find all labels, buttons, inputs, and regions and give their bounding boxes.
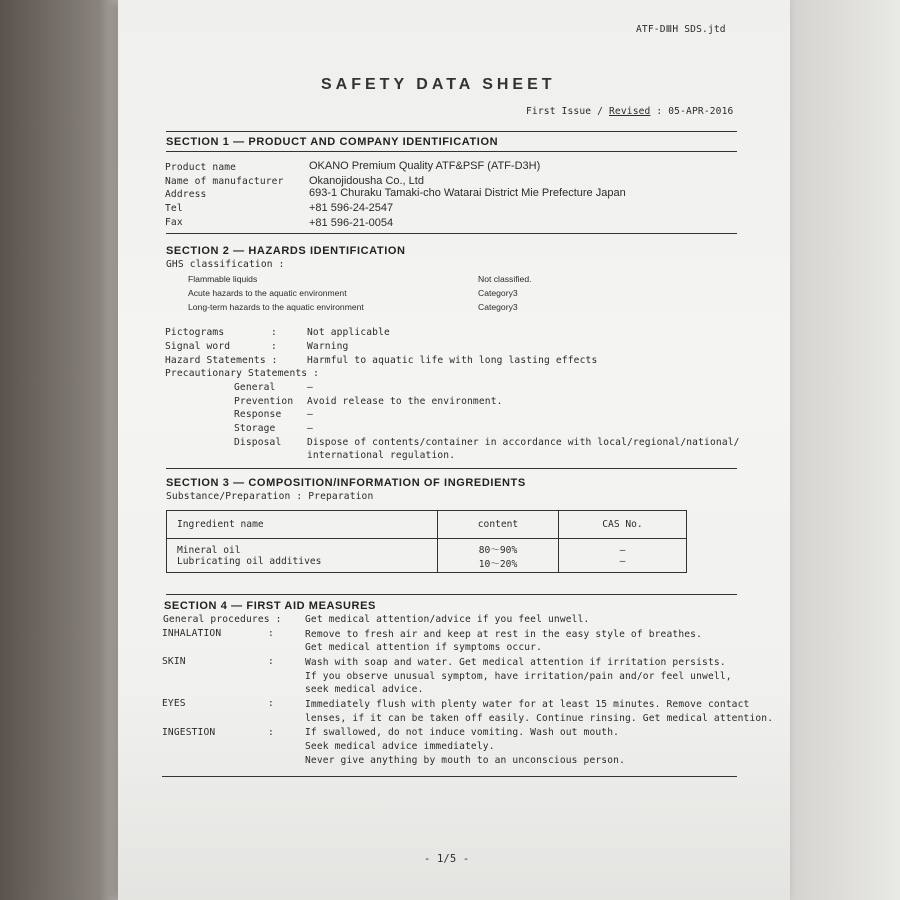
page-number: - 1/5 - <box>424 853 470 865</box>
section3-heading: SECTION 3 — COMPOSITION/INFORMATION OF INGREDIENTS <box>166 477 526 489</box>
product-name-value: OKANO Premium Quality ATF&PSF (ATF-D3H) <box>309 160 541 172</box>
precaution-value: — <box>307 423 313 434</box>
first-aid-label: SKIN <box>162 656 186 667</box>
document-page <box>118 0 790 900</box>
section4-heading: SECTION 4 — FIRST AID MEASURES <box>164 600 376 612</box>
precaution-value-cont: international regulation. <box>307 450 456 461</box>
ingredient-cas-numbers <box>559 539 687 573</box>
tel-value: +81 596-24-2547 <box>309 202 394 214</box>
issue-date: : 05-APR-2016 <box>656 106 734 117</box>
precautionary-label: Precautionary Statements : <box>165 368 320 379</box>
hazard-statements-value: Harmful to aquatic life with long lasting effects <box>307 355 598 366</box>
divider <box>166 151 737 152</box>
precaution-value: Avoid release to the environment. <box>307 396 503 407</box>
hazard-name: Acute hazards to the aquatic environment <box>188 288 347 298</box>
signal-word-value: Warning <box>307 341 349 352</box>
first-aid-label: INHALATION <box>162 628 222 639</box>
field-label: Name of manufacturer <box>165 176 284 187</box>
divider <box>166 594 737 595</box>
file-reference: ATF-DⅢH SDS.jtd <box>636 24 726 35</box>
issue-revised: Revised <box>608 106 651 117</box>
desk-surface <box>786 0 900 900</box>
section2-heading: SECTION 2 — HAZARDS IDENTIFICATION <box>166 245 406 257</box>
table-header: CAS No. <box>559 511 687 539</box>
first-aid-text: lenses, if it can be taken off easily. Continue rinsing. Get medical attention. <box>305 713 774 724</box>
first-aid-text: Never give anything by mouth to an unconscious person. <box>305 755 625 766</box>
hazard-name: Long-term hazards to the aquatic environment <box>188 302 364 312</box>
first-aid-text: Immediately flush with plenty water for at least 15 minutes. Remove contact <box>305 699 750 710</box>
table-header: Ingredient name <box>167 511 438 539</box>
field-label: Fax <box>165 217 183 228</box>
divider <box>166 233 737 234</box>
divider <box>166 131 737 132</box>
issue-line <box>526 106 733 117</box>
ingredient-names <box>167 539 438 573</box>
fax-value: +81 596-21-0054 <box>309 217 394 229</box>
first-aid-text: Get medical attention if symptoms occur. <box>305 642 543 653</box>
first-aid-label: INGESTION <box>162 727 216 738</box>
table-header-row <box>167 511 687 539</box>
field-label: Product name <box>165 162 237 173</box>
field-label: Address <box>165 189 207 200</box>
first-aid-text: If swallowed, do not induce vomiting. Wash out mouth. <box>305 727 620 738</box>
precaution-value: — <box>307 409 313 420</box>
colon: : <box>268 656 274 667</box>
hazard-statements-label: Hazard Statements : <box>165 355 278 366</box>
ingredient-cas: — <box>619 544 626 556</box>
hazard-class: Not classified. <box>478 274 532 284</box>
precaution-value: Dispose of contents/container in accordance with local/regional/national/ <box>307 437 740 448</box>
ingredient-content: 80〜90% <box>478 544 518 556</box>
section1-heading: SECTION 1 — PRODUCT AND COMPANY IDENTIFICATION <box>166 136 499 148</box>
document-title: SAFETY DATA SHEET <box>321 76 556 93</box>
address-value: 693-1 Churaku Tamaki-cho Watarai District Mie Prefecture Japan <box>309 187 626 199</box>
pictograms-value: Not applicable <box>307 327 390 338</box>
hazard-class: Category3 <box>478 288 518 298</box>
hazard-class: Category3 <box>478 302 518 312</box>
colon: : <box>268 727 274 738</box>
field-label: Tel <box>165 203 183 214</box>
substance-line: Substance/Preparation : Preparation <box>166 491 374 502</box>
precaution-label: General <box>234 382 276 393</box>
first-aid-text: Seek medical advice immediately. <box>305 741 495 752</box>
ingredients-table <box>166 510 687 573</box>
table-row <box>167 539 687 573</box>
precaution-label: Disposal <box>234 437 282 448</box>
colon: : <box>268 628 274 639</box>
ingredient-name: Lubricating oil additives <box>177 555 322 567</box>
colon: : <box>268 698 274 709</box>
signal-word-label: Signal word <box>165 341 231 352</box>
ingredient-contents <box>438 539 559 573</box>
first-aid-text: If you observe unusual symptom, have irritation/pain and/or feel unwell, <box>305 671 732 682</box>
precaution-label: Response <box>234 409 282 420</box>
ingredient-content: 10〜20% <box>478 558 518 570</box>
precaution-label: Prevention <box>234 396 294 407</box>
ingredient-name: Mineral oil <box>177 544 241 556</box>
divider <box>162 776 737 777</box>
first-aid-text: Wash with soap and water. Get medical attention if irritation persists. <box>305 657 726 668</box>
precaution-value: — <box>307 382 313 393</box>
ghs-label: GHS classification : <box>166 259 285 270</box>
first-aid-text: seek medical advice. <box>305 684 424 695</box>
colon: : <box>271 327 277 338</box>
first-aid-text: Remove to fresh air and keep at rest in the easy style of breathes. <box>305 629 703 640</box>
first-aid-label: General procedures : <box>163 614 282 625</box>
divider <box>166 468 737 469</box>
hazard-name: Flammable liquids <box>188 274 258 284</box>
ingredient-cas: — <box>619 555 626 567</box>
precaution-label: Storage <box>234 423 276 434</box>
manufacturer-value: Okanojidousha Co., Ltd <box>309 175 424 187</box>
pictograms-label: Pictograms <box>165 327 225 338</box>
first-aid-label: EYES <box>162 698 186 709</box>
colon: : <box>271 341 277 352</box>
first-aid-text: Get medical attention/advice if you feel unwell. <box>305 614 590 625</box>
table-header: content <box>438 511 559 539</box>
issue-prefix: First Issue / <box>526 106 604 117</box>
